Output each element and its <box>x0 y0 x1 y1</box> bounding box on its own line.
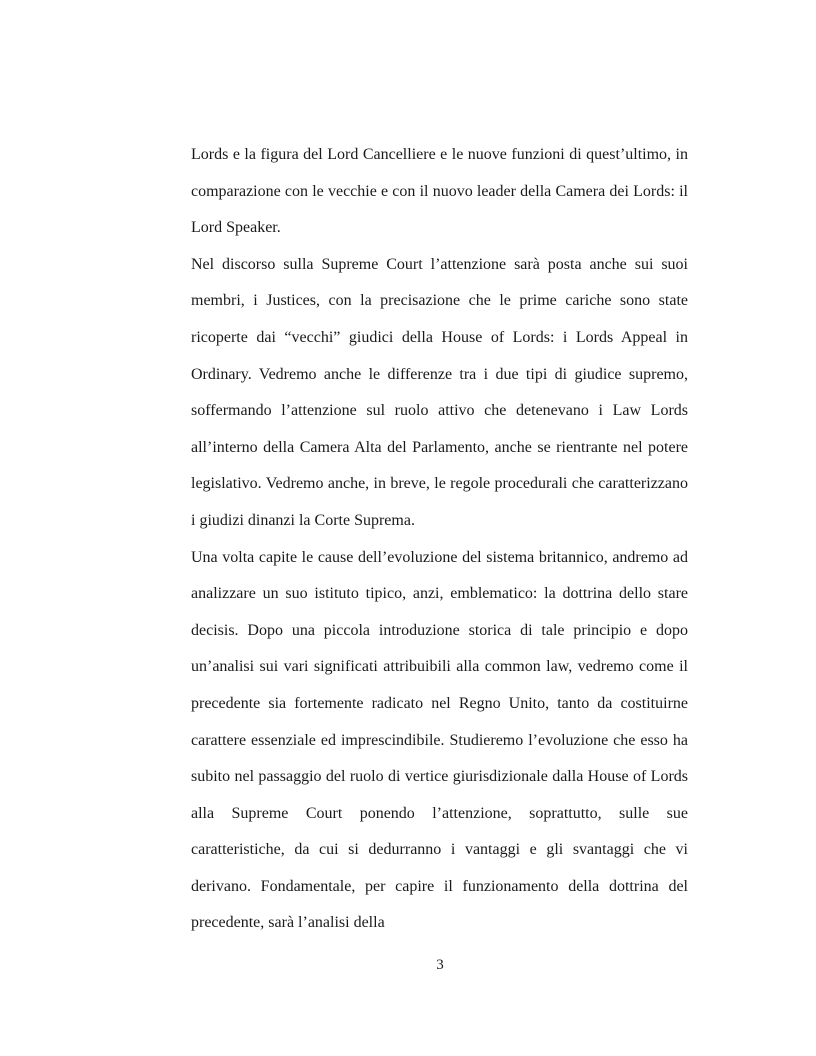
body-text <box>191 137 688 942</box>
paragraph-continuation: Lords e la figura del Lord Cancelliere e le nuove funzioni di quest’ultimo, in comparazione con le vecchie e con il nuovo leader della Camera dei Lords: il Lord Speaker. <box>191 146 688 237</box>
page-number: 3 <box>436 957 444 973</box>
paragraph-supreme-court: Nel discorso sulla Supreme Court l’attenzione sarà posta anche sui suoi membri, i Justices, con la precisazione che le prime cariche sono state ricoperte dai “vecchi” giudici della House of Lords: i Lords Appeal in Ordinary. Vedremo anche le differenze tra i due tipi di giudice supremo, soffermando l’attenzione sul ruolo attivo che detenevano i Law Lords all’interno della Camera Alta del Parlamento, anche se rientrante nel potere legislativo. Vedremo anche, in breve, le regole procedurali che caratterizzano i giudizi dinanzi la Corte Suprema. <box>191 255 688 529</box>
paragraph-stare-decisis: Una volta capite le cause dell’evoluzione del sistema britannico, andremo ad analizzare un suo istituto tipico, anzi, emblematico: la dottrina dello stare decisis. Dopo una piccola introduzione storica di tale principio e dopo un’analisi sui vari significati attribuibili alla common law, vedremo come il precedente sia fortemente radicato nel Regno Unito, tanto da costituirne carattere essenziale ed imprescindibile. Studieremo l’evoluzione che esso ha subito nel passaggio del ruolo di vertice giurisdizionale dalla House of Lords alla Supreme Court ponendo l’attenzione, soprattutto, sulle sue caratteristiche, da cui si dedurranno i vantaggi e gli svantaggi che vi derivano. Fondamentale, per capire il funzionamento della dottrina del precedente, sarà l’analisi della <box>191 548 688 932</box>
